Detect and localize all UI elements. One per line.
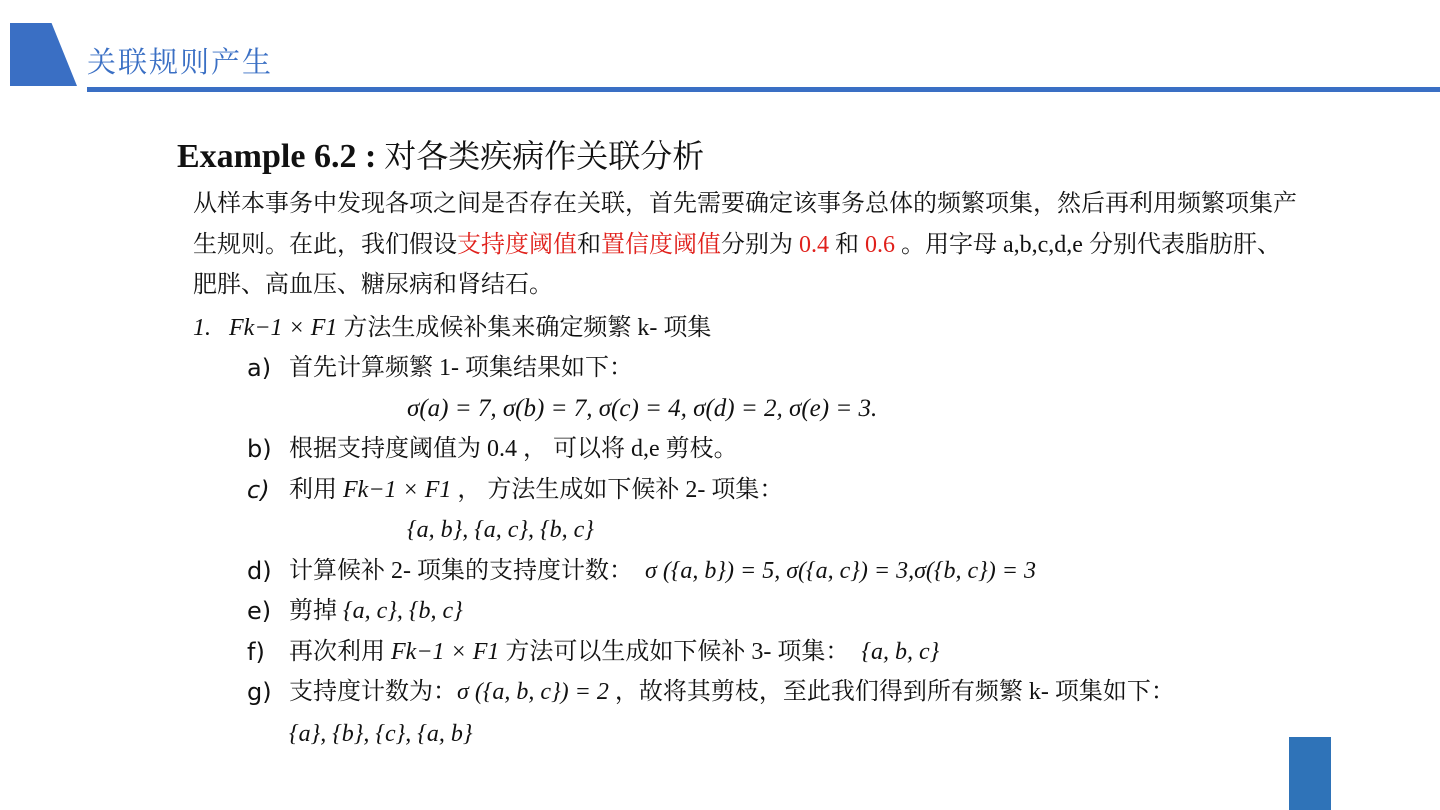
item-d-text xyxy=(289,556,1036,586)
header-corner-shape xyxy=(10,23,77,86)
intro-text-1: 从样本事务中发现各项之间是否存在关联，首先需要确定该事务总体的频繁项集，然后再利用频繁项集产生规则。在此，我们假设 xyxy=(193,191,1297,258)
item-c-label: c) xyxy=(247,476,270,504)
item-g-label: g) xyxy=(247,678,272,706)
example-heading: 对各类疾病作关联分析 xyxy=(384,137,705,175)
item-g-text xyxy=(289,677,1175,707)
item-f-formula: Fk−1 × F1 xyxy=(391,639,500,665)
item-b-text: 根据支持度阈值为 0.4 ， 可以将 d,e 剪枝。 xyxy=(289,436,738,462)
intro-text-5: 。用字母 a,b,c,d,e 分别代表脂肪肝、肥胖、高血压、糖尿病和肾结石。 xyxy=(193,231,1281,298)
support-value: 0.4 xyxy=(799,231,829,258)
item-d-label: d) xyxy=(247,557,272,585)
item-f-text xyxy=(289,637,939,667)
example-title xyxy=(177,131,704,177)
slide-section-title: 关联规则产生 xyxy=(87,45,274,79)
item-a-label: a) xyxy=(247,354,272,382)
corner-decoration-block xyxy=(1289,737,1331,810)
item-e-text xyxy=(289,596,463,626)
item-b-label: b) xyxy=(247,435,272,463)
item-c-post: ， 方法生成如下候补 2- 项集： xyxy=(451,477,784,503)
item-d-pre: 计算候补 2- 项集的支持度计数： xyxy=(289,558,633,584)
header-divider xyxy=(87,87,1440,92)
confidence-threshold-term: 置信度阈值 xyxy=(601,231,721,258)
item-e-pre: 剪掉 xyxy=(289,598,343,624)
item-f-label: f) xyxy=(247,638,265,666)
intro-paragraph xyxy=(193,184,1303,306)
item-f-formula-2: {a, b, c} xyxy=(861,639,940,665)
item-f-post: 方法可以生成如下候补 3- 项集： xyxy=(499,639,850,665)
intro-text-2: 和 xyxy=(577,231,601,258)
step-1-number: 1. xyxy=(193,315,211,341)
confidence-value: 0.6 xyxy=(865,231,895,258)
example-label: Example 6.2 : xyxy=(177,138,377,175)
item-g-pre: 支持度计数为： xyxy=(289,679,457,705)
step-1 xyxy=(193,313,711,343)
formula-support-counts: σ(a) = 7, σ(b) = 7, σ(c) = 4, σ(d) = 2, σ(e) = 3. xyxy=(407,395,878,422)
formula-candidate-2-itemsets: {a, b}, {a, c}, {b, c} xyxy=(407,517,594,543)
formula-frequent-itemsets: {a}, {b}, {c}, {a, b} xyxy=(289,721,473,747)
support-threshold-term: 支持度阈值 xyxy=(457,231,577,258)
item-e-label: e) xyxy=(247,597,272,625)
intro-text-3: 分别为 xyxy=(721,231,799,258)
item-e-formula: {a, c}, {b, c} xyxy=(343,598,463,624)
intro-text-4: 和 xyxy=(829,231,865,258)
item-c-pre: 利用 xyxy=(289,477,343,503)
step-1-text: 方法生成候补集来确定频繁 k- 项集 xyxy=(337,315,712,341)
item-g-post: ，故将其剪枝，至此我们得到所有频繁 k- 项集如下： xyxy=(608,679,1175,705)
item-f-pre: 再次利用 xyxy=(289,639,391,665)
item-g-formula: σ ({a, b, c}) = 2 xyxy=(457,679,609,705)
item-d-formula: σ ({a, b}) = 5, σ({a, c}) = 3,σ({b, c}) = 3 xyxy=(645,558,1036,584)
step-1-formula: Fk−1 × F1 xyxy=(229,315,338,341)
item-a-text: 首先计算频繁 1- 项集结果如下： xyxy=(289,355,633,381)
item-c-text xyxy=(289,475,783,505)
item-c-formula: Fk−1 × F1 xyxy=(343,477,452,503)
